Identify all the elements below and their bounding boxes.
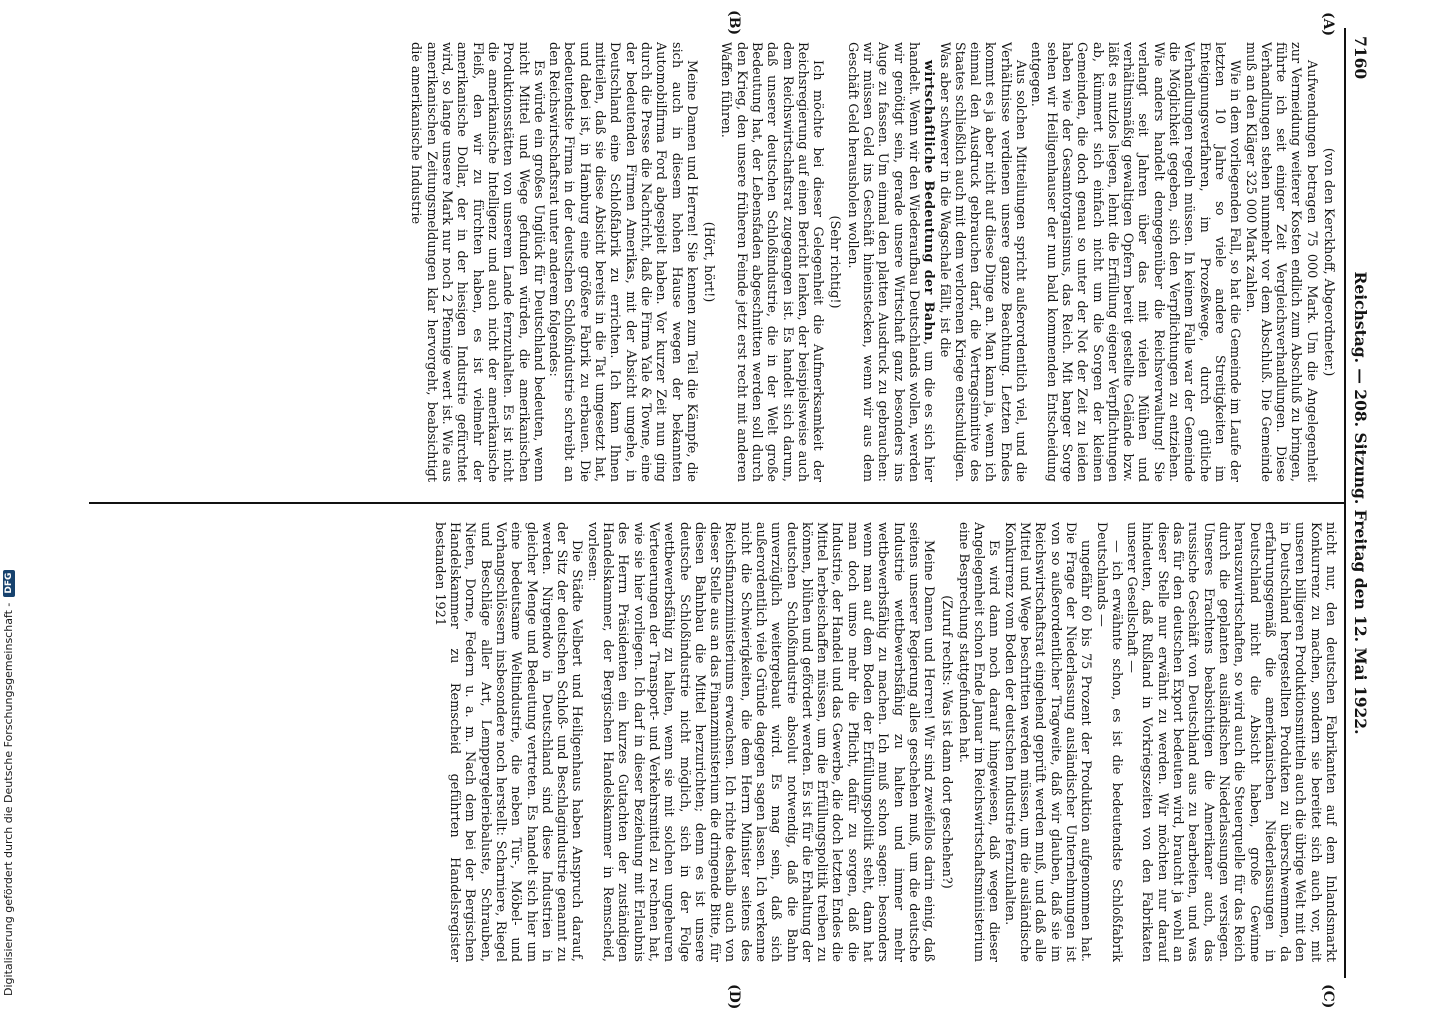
paragraph: Meine Damen und Herren! Sie kennen zum Teil die Kämpfe, die sich auch in diesem hohen Hause wegen der bekannten Automobilfirma Ford abgespielt haben. Vor kurzer Zeit nun ging durch die Presse die Nachricht, daß die Firma Yale & Towne, eine der bedeutenden Firmen Amerikas, mit der Absicht umgehe, in Deutschland eine Schloßfabrik zu errichten. Ich kann Ihnen mitteilen, daß sie diese Absicht bereits in die Tat umgesetzt hat, und dabei ist, in Hamburg eine größere Fabrik zu erbauen. Die bedeutendste Firma in der deutschen Schloßindustrie schreibt an den Reichswirtschaftsrat unter anderem folgendes: bbox=[546, 42, 699, 482]
dfg-logo-icon: DFG bbox=[3, 570, 15, 597]
paragraph: ungefähr 60 bis 75 Prozent der Produktion aufgenommen hat. Die Frage der Niederlassung ausländischer Unternehmungen ist von so außerordentlicher Tragweite, daß wir glauben, daß sie im Reichswirtschaftsrat eingehend geprüft werden muß, und daß alle Mittel und Wege beschritten werden müssen, um die ausländische Konkurrenz vom Boden der deutschen Industrie fernzuhalten. bbox=[1001, 522, 1094, 962]
paragraph: Die Städte Velbert und Heiligenhaus haben Anspruch darauf, der Sitz der deutschen Schloß- und Beschlagindustrie genannt zu werden. Nirgendwo in Deutschland sind diese Industrien in gleicher Menge und Bedeutung vertreten. Es handelt sich hier um eine bedeutsame Weltindustrie, die neben Tür-, Möbel- und Vorhangschlössern insbesondere noch herstellt: Scharniere, Riegel und Beschläge aller Art, Lemppergeleriebaluste, Schrauben, Nieten, Dorne, Federn u. a. m. Nach dem bei der Bergischen Handelskammer zu Remscheid geführten Handelsregister bestanden 1921 bbox=[431, 522, 585, 962]
interjection: (Sehr richtig!) bbox=[827, 215, 843, 309]
margin-marker-b: (B) bbox=[726, 10, 742, 36]
paragraph: nicht nur, den deutschen Fabrikanten auf dem Inlandsmarkt Konkurrenz zu machen, sondern sie bereitet sich auch vor, mit unseren billigeren Produktionsmitteln auch die übrige Welt mit den in Deutschland hergestellten Produkten zu überschwemmen, da erfahrungsgemäß die amerikanischen Niederlassungen in Deutschland nicht die Absicht haben, große Gewinne herauszuwirtschaften, so wird auch die Steuerquelle für das Reich durch die geplanten ausländischen Niederlassungen versiegen. Unseres Erachtens beabsichtigen die Amerikaner auch, das russische Geschäft von Deutschland aus zu bearbeiten, und was das für den deutschen Export bedeuten wird, braucht ja wohl an dieser Stelle nur erwähnt zu werden. Wir möchten nur darauf hindeuten, daß Rußland in Vorkriegszeiten von den Fabrikaten unserer Gesellschaft — bbox=[1124, 522, 1338, 962]
paragraph: Aus solchen Mitteilungen spricht außerordentlich viel, und die Verhältnisse verdienen unsere ganze Beachtung. Letzten Endes kommt es ja aber nicht auf diese Dinge an. Man kann ja, wenn ich einmal den Ausdruck gebrauchen darf, die Vertragsinnitive des Staates schließlich auch mit dem verlorenen Kriege entschuldigen. Was aber schwerer in die Wagschale fällt, ist die bbox=[936, 42, 1029, 482]
paragraph: Meine Damen und Herren! Wir sind zweifellos darin einig, daß seitens unserer Regierung alles geschehen muß, um die deutsche Industrie wettbewerbsfähig zu halten und immer mehr wettbewerbsfähig zu machen. Ich muß schon sagen: besonders wenn man auf dem Boden der Erfüllungspolitik steht, dann hat man doch umso mehr die Pflicht, dafür zu sorgen, daß die Industrie, der Handel und das Gewerbe, die doch letzten Endes die Mittel herbeischaffen müssen, um die Erfüllungspolitik treiben zu können, blühen und gefördert werden. Es ist für die Erhaltung der deutschen Schloßindustrie absolut notwendig, daß die Bahn unverzüglich weitergebaut wird. Es mag sein, daß sich außerordentlich viele Gründe dagegen sagen lassen. Ich verkenne nicht die Schwierigkeiten, die dem Herrn Minister seitens des Reichsfinanzministeriums erwachsen. Ich richte deshalb auch von dieser Stelle aus an das Finanzministerium die dringende Bitte, für diesen Bahnbau die Mittel herzurichten; denn es ist unsere deutsche Schloßindustrie nicht möglich, sich in der Folge wettbewerbsfähig zu halten, wenn sie mit solchen ungeheuren Verteuerungen der Transport- und Verkehrsmittel zu rechnen hat, wie sie hier vorliegen. Ich darf in dieser Beziehung mit Erlaubnis des Herrn Präsidenten ein kurzes Gutachten der zuständigen Handelskammer, der Bergischen Handelskammer in Remscheid, vorlesen: bbox=[584, 522, 937, 962]
left-column bbox=[93, 42, 1338, 482]
digitization-footer bbox=[2, 570, 15, 996]
paragraph-text: , um die es sich hier handelt. Wenn wir den Wiederaufbau Deutschlands wollen, werden wir genötigt sein, gerade unsere Wirtschaft ganz besonders ins Auge zu fassen. Um einmal den platten Ausdruck zu gebrauchen: wir müssen Geld ins Geschäft hineinstecken, wenn wir aus dem Geschäft Geld herausholen wollen. bbox=[844, 42, 937, 482]
page-number: 7160 bbox=[1351, 36, 1370, 80]
paragraph: — ich erwähnte schon, es ist die bedeutendste Schloßfabrik Deutschlands — bbox=[1093, 522, 1124, 962]
right-column bbox=[93, 522, 1338, 962]
rotated-page bbox=[87, 10, 1372, 1009]
running-title: Reichstag. — 208. Sitzung. Freitag den 12. Mai 1922. bbox=[1351, 271, 1370, 735]
footer-text: Digitalisierung gefördert durch die Deutsche Forschungsgemeinschaft - bbox=[2, 602, 15, 996]
header-rule bbox=[1344, 28, 1346, 978]
running-head bbox=[1346, 28, 1372, 978]
speaker-line: (von den Kerckhoff, Abgeordneter.) bbox=[1321, 147, 1336, 377]
paragraph bbox=[845, 42, 937, 482]
margin-marker-d: (D) bbox=[726, 984, 742, 1009]
emphasized-text: wirtschaftliche Bedeutung der Bahn bbox=[921, 60, 937, 341]
margin-marker-c: (C) bbox=[1320, 984, 1336, 1009]
paragraph: Wie in dem vorliegenden Fall, so hat die Gemeinde im Laufe der letzten 10 Jahre so viele andere Streitigkeiten im Enteignungsverfahren, im Prozeßwege, durch gütliche Verhandlungen regeln müssen. In keinem Falle war der Gemeinde die Möglichkeit gegeben, sich den Verpflichtungen zu entziehen. Wie anders handelt demgegenüber die Reichsverwaltung! Sie verlangt seit Jahren über das mit vielen Mühen und verhältnismäßig gewaltigen Opfern bereit gestellte Gelände bzw. läßt es nutzlos liegen, lehnt die Erfüllung eigener Verpflichtungen ab, kümmert sich einfach nicht um die Sorgen der kleinen Gemeinden, die doch genau so unter der Not der Zeit zu leiden haben wie der Gesamtorganismus, das Reich. Mit banger Sorge sehen wir Heiligenhauser der nun bald kommenden Entscheidung entgegen. bbox=[1028, 42, 1243, 482]
interjection: (Zuruf rechts: Was ist dann dort geschehen?) bbox=[938, 595, 954, 889]
column-divider bbox=[89, 502, 1344, 504]
paragraph: Es würde ein großes Unglück für Deutschland bedeuten, wenn nicht Mittel und Wege gefunden würden, die amerikanischen Produktionsstätten von unserem Lande fernzuhalten. Es ist nicht die amerikanische Intelligenz und auch nicht der amerikanische Fleiß, den wir zu fürchten haben, es ist vielmehr der amerikanische Dollar, der in der hiesigen Industrie gefürchtet wird, so lange unsere Mark nur noch 2 Pfennige wert ist. Wie aus amerikanischen Zeitungsmeldungen klar hervorgeht, beabsichtigt die amerikanische Industrie bbox=[408, 42, 546, 482]
paragraph: Aufwendungen betragen 75 000 Mark. Um die Angelegenheit zur Vermeidung weiterer Kosten endlich zum Abschluß zu bringen, führte ich seit einiger Zeit Vergleichsverhandlungen. Diese Verhandlungen stehen nunmehr vor dem Abschluß. Die Gemeinde muß an den Kläger 325 000 Mark zahlen. bbox=[1242, 42, 1319, 482]
paragraph: Ich möchte bei dieser Gelegenheit die Aufmerksamkeit der Reichsregierung auf einen Bericht lenken, der beispielsweise auch dem Reichswirtschaftsrat zugegangen ist. Es handelt sich darum, daß unserer deutschen Schloßindustrie, die in der Welt große Bedeutung hat, der Lebensfaden abgeschnitten werden soll durch den Krieg, den unsere früheren Feinde jetzt erst recht mit anderen Waffen führen. bbox=[718, 42, 826, 482]
interjection: (Hört, hört!) bbox=[701, 221, 717, 303]
paragraph: Es wird dann noch darauf hingewiesen, daß wegen dieser Angelegenheit schon Ende Januar im Reichswirtschaftsministerium eine Besprechung stattgefunden hat. bbox=[955, 522, 1002, 962]
margin-marker-a: (A) bbox=[1320, 12, 1336, 37]
